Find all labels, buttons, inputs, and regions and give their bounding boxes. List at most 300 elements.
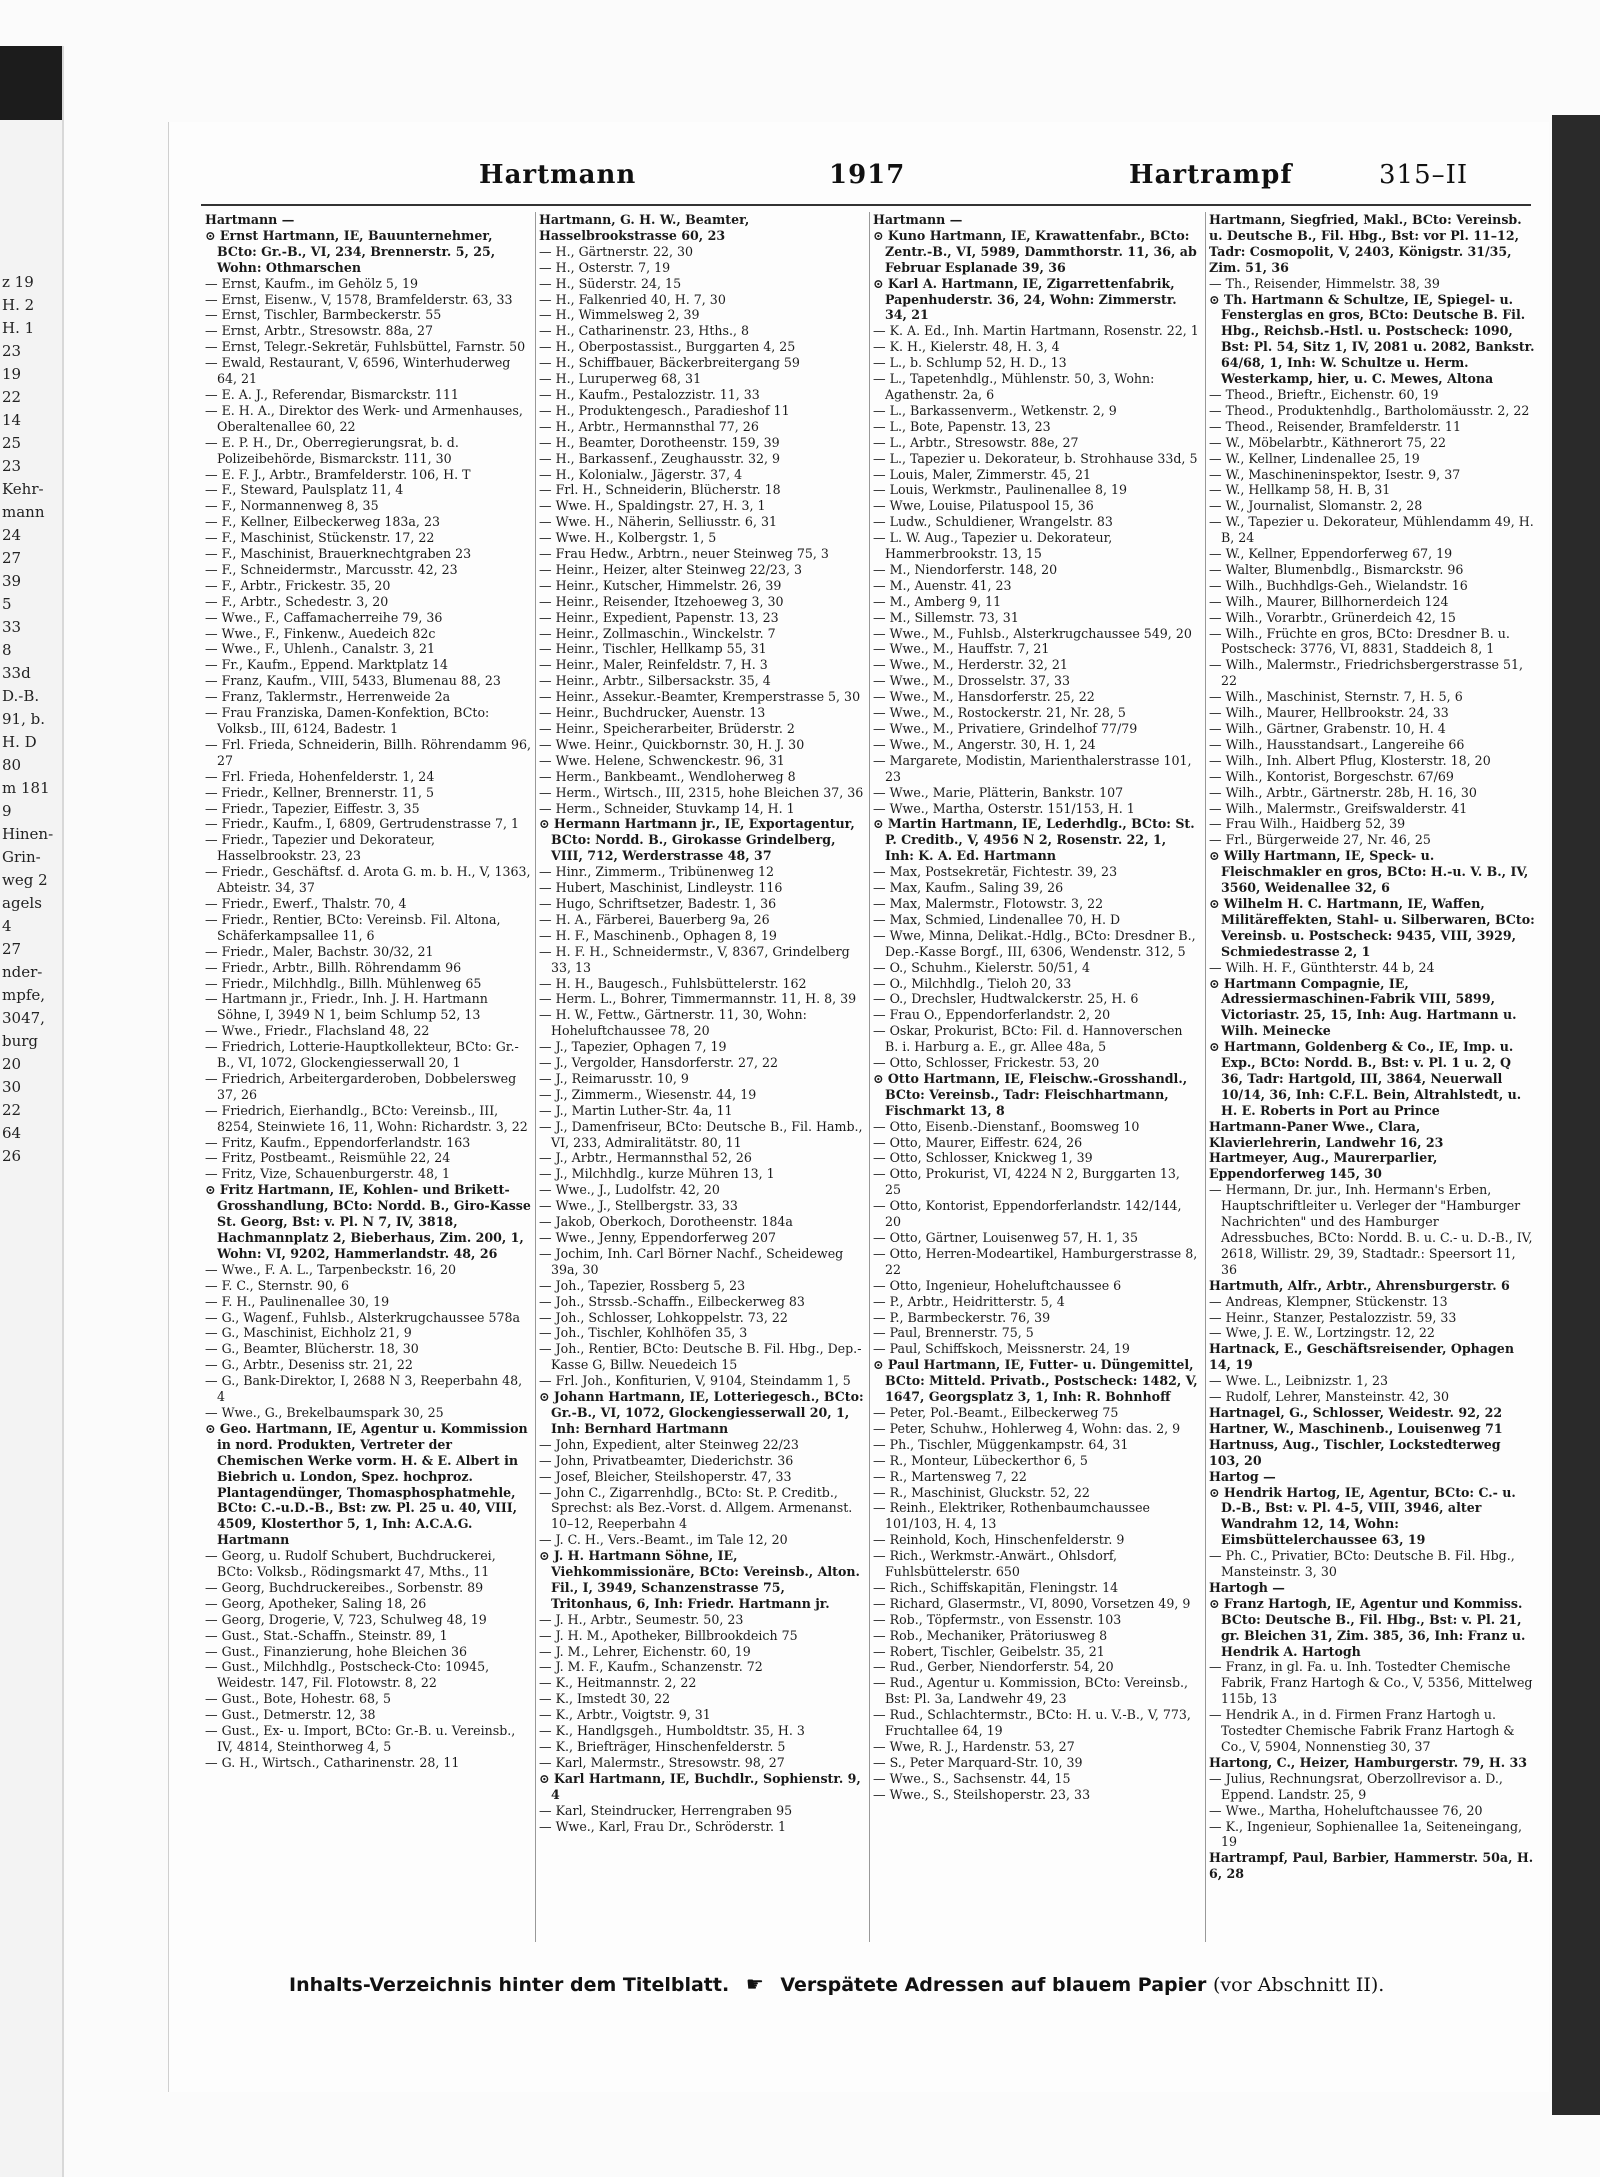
directory-entry: — L., Tapezier u. Dekorateur, b. Strohhause 33d, 5 [873,450,1198,466]
directory-entry: — Heinr., Zollmaschin., Winckelstr. 7 [539,625,776,641]
directory-entry: — F., Arbtr., Frickestr. 35, 20 [205,577,391,593]
directory-entry: — Heinr., Stanzer, Pestalozzistr. 59, 33 [1209,1309,1457,1325]
directory-entry: Hartner, W., Maschinenb., Louisenweg 71 [1209,1420,1503,1436]
directory-entry: — Theod., Produktenhdlg., Bartholomäusstr. 2, 22 [1209,402,1530,418]
directory-entry: — W., Möbelarbtr., Käthnerort 75, 22 [1209,434,1447,450]
directory-entry: — J., Damenfriseur, BCto: Deutsche B., Fil. Hamb., VI, 233, Admiralitätstr. 80, 11 [539,1118,863,1150]
directory-entry: — H., Luruperweg 68, 31 [539,371,702,387]
directory-entry: — Wwe, Minna, Delikat.-Hdlg., BCto: Dresdner B., Dep.-Kasse Borgf., III, 6306, Wendenstr. 312, 5 [873,927,1196,959]
directory-entry: — Wwe. L., Leibnizstr. 1, 23 [1209,1373,1389,1389]
directory-entry: — Frau Hedw., Arbtrn., neuer Steinweg 75, 3 [539,546,829,562]
directory-entry: — Wwe., Martha, Hoheluftchaussee 76, 20 [1209,1802,1483,1818]
margin-fragment: 8 [2,641,12,659]
directory-entry: — Max, Postsekretär, Fichtestr. 39, 23 [873,864,1118,880]
directory-entry: — E. A. J., Referendar, Bismarckstr. 111 [205,386,459,402]
margin-fragment: 30 [2,1078,22,1096]
margin-fragment: 19 [2,365,22,383]
directory-entry: — F., Maschinist, Brauerknechtgraben 23 [205,546,472,562]
directory-entry: — Max, Schmied, Lindenallee 70, H. D [873,911,1121,927]
directory-entry: ⊙ J. H. Hartmann Söhne, IE, Viehkommissionäre, BCto: Vereinsb., Alton. Fil., I, 3949, Schanzenstrasse 75, Tritonhaus, 6, Inh: Friedr. Hartmann jr. [539,1548,860,1611]
directory-entry: — J. H., Arbtr., Seumestr. 50, 23 [539,1611,744,1627]
pointing-hand-icon: ☛ [745,1972,764,1996]
directory-entry: — Josef, Bleicher, Steilshoperstr. 47, 33 [539,1468,792,1484]
directory-entry: ⊙ Hartmann Compagnie, IE, Adressiermaschinen-Fabrik VIII, 5899, Victoriastr. 25, 15, Inh: Aug. Hartmann u. Wilh. Meinecke [1209,975,1517,1039]
directory-entry: — M., Niendorferstr. 148, 20 [873,561,1058,577]
margin-fragment: mpfe, [2,986,46,1004]
directory-entry: — Andreas, Klempner, Stückenstr. 13 [1209,1293,1448,1309]
directory-entry: — F., Maschinist, Stückenstr. 17, 22 [205,530,435,546]
directory-entry: — H., Wimmelsweg 2, 39 [539,307,700,323]
directory-entry: — Wilh. H. F., Günthterstr. 44 b, 24 [1209,959,1435,975]
margin-fragment: m 181 [2,779,50,797]
directory-entry: — Wilh., Maschinist, Sternstr. 7, H. 5, 6 [1209,689,1463,705]
directory-entry: — Otto, Herren-Modeartikel, Hamburgerstrasse 8, 22 [873,1245,1198,1277]
directory-entry: — H. A., Färberei, Bauerberg 9a, 26 [539,911,770,927]
directory-entry: — P., Barmbeckerstr. 76, 39 [873,1309,1051,1325]
directory-entry: — Margarete, Modistin, Marienthalerstrasse 101, 23 [873,752,1192,784]
directory-entry: — H., Oberpostassist., Burggarten 4, 25 [539,339,796,355]
column-divider [1205,212,1206,1942]
directory-entry: — K., Arbtr., Voigtstr. 9, 31 [539,1707,711,1723]
directory-entry: — Walter, Blumenbdlg., Bismarckstr. 96 [1209,561,1464,577]
margin-fragment: 33 [2,618,22,636]
directory-entry: Hartmann, Siegfried, Makl., BCto: Vereinsb. u. Deutsche B., Fil. Hbg., Bst: vor Pl. 11–12, Tadr: Cosmopolit, V, 2403, Königstr. 31/35, Zim. 51, 36 [1209,212,1522,275]
directory-entry: ⊙ Franz Hartogh, IE, Agentur und Kommiss. BCto: Deutsche B., Fil. Hbg., Bst: v. Pl. 21, gr. Bleichen 31, Zim. 385, 36, Inh: Franz u. Hendrik A. Hartogh [1209,1595,1526,1659]
directory-entry: — E. P. H., Dr., Oberregierungsrat, b. d. Polizeibehörde, Bismarckstr. 111, 30 [205,434,459,466]
directory-entry: — Max, Malermstr., Flotowstr. 3, 22 [873,895,1104,911]
directory-entry: — Wwe, J. E. W., Lortzingstr. 12, 22 [1209,1325,1435,1341]
directory-entry: — Gust., Stat.-Schaffn., Steinstr. 89, 1 [205,1627,448,1643]
directory-entry: — Heinr., Maler, Reinfeldstr. 7, H. 3 [539,657,768,673]
directory-entry: ⊙ Karl A. Hartmann, IE, Zigarrettenfabrik, Papenhuderstr. 36, 24, Wohn: Zimmerstr. 34, 21 [873,275,1177,323]
margin-fragment: 39 [2,572,22,590]
directory-entry: — Joh., Rentier, BCto: Deutsche B. Fil. Hbg., Dep.-Kasse G, Billw. Neuedeich 15 [539,1341,862,1373]
directory-entry: — R., Maschinist, Gluckstr. 52, 22 [873,1484,1090,1500]
directory-entry: — Otto, Eisenb.-Dienstanf., Boomsweg 10 [873,1118,1140,1134]
directory-entry: — F., Normannenweg 8, 35 [205,498,379,514]
directory-entry: — Wwe. Heinr., Quickbornstr. 30, H. J. 30 [539,736,805,752]
directory-entry: — M., Auenstr. 41, 23 [873,577,1012,593]
directory-entry: — Fr., Kaufm., Eppend. Marktplatz 14 [205,657,449,673]
directory-entry: — R., Monteur, Lübeckerthor 6, 5 [873,1452,1088,1468]
directory-entry: — Wwe., F. A. L., Tarpenbeckstr. 16, 20 [205,1261,457,1277]
column-1 [205,212,531,1942]
directory-entry: — F., Steward, Paulsplatz 11, 4 [205,482,404,498]
directory-entry: — H., Gärtnerstr. 22, 30 [539,243,694,259]
directory-entry: — Wwe., M., Privatiere, Grindelhof 77/79 [873,721,1138,736]
directory-entry: ⊙ Otto Hartmann, IE, Fleischw.-Grosshandl., BCto: Vereinsb., Tadr: Fleischhartmann, Fischmarkt 13, 8 [873,1070,1188,1118]
directory-entry: — Ernst, Telegr.-Sekretär, Fuhlsbüttel, Farnstr. 50 [205,339,526,355]
margin-fragment: Hinen- [2,825,54,843]
directory-entry: — Ewald, Restaurant, V, 6596, Winterhuderweg 64, 21 [205,355,511,387]
directory-entry: — Hubert, Maschinist, Lindleystr. 116 [539,880,783,896]
directory-entry: — Wilh., Buchhdlgs-Geh., Wielandstr. 16 [1209,577,1468,593]
directory-entry: — Wwe., M., Herderstr. 32, 21 [873,657,1068,673]
directory-entry: — John, Privatbeamter, Diederichstr. 36 [539,1452,794,1468]
directory-entry: — Hermann, Dr. jur., Inh. Hermann's Erben, Hauptschriftleiter u. Verleger der "Hamburger Nachrichten" und des Hamburger Adressbuches, BCto: Nordd. B. u. C.- u. D.-B., IV, 2618, Willistr. 29, 39, Stadtadr.: Speersort 11, 36 [1209,1182,1533,1277]
directory-entry: — K., Ingenieur, Sophienallee 1a, Seiteneingang, 19 [1209,1818,1523,1850]
directory-entry: — L., Tapetenhdlg., Mühlenstr. 50, 3, Wohn: Agathenstr. 2a, 6 [873,371,1155,402]
directory-entry: Hartmann — [873,212,963,227]
directory-entry: — J., Milchhdlg., kurze Mühren 13, 1 [539,1166,775,1182]
directory-entry: — J., Tapezier, Ophagen 7, 19 [539,1039,727,1055]
directory-entry: — Wwe., M., Hansdorferstr. 25, 22 [873,689,1095,705]
directory-entry: ⊙ Hartmann, Goldenberg & Co., IE, Imp. u. Exp., BCto: Nordd. B., Bst: v. Pl. 1 u. 2, Q 36, Tadr: Hartgold, III, 3864, Neuerwall 10/14, 36, Inh: C.F.L. Bein, Altrahlstedt, u. H. E. Roberts in Port au Prince [1209,1039,1522,1118]
directory-entry: — Otto, Schlosser, Frickestr. 53, 20 [873,1055,1100,1071]
margin-fragment: 3047, [2,1009,45,1027]
directory-entry: ⊙ Hermann Hartmann jr., IE, Exportagentur, BCto: Nordd. B., Girokasse Grindelberg, VIII, 712, Werderstrasse 48, 37 [539,816,855,864]
directory-entry: ⊙ Wilhelm H. C. Hartmann, IE, Waffen, Militäreffekten, Stahl- u. Silberwaren, BCto: Vereinsb. u. Postscheck: 9435, VIII, 3929, Schmiedestrasse 2, 1 [1209,895,1535,959]
directory-entry: ⊙ Paul Hartmann, IE, Futter- u. Düngemittel, BCto: Mitteld. Privatb., Postscheck: 1482, V, 1647, Georgsplatz 3, 1, Inh: R. Bohnhoff [873,1357,1198,1405]
directory-entry: Hartog — [1209,1468,1276,1484]
page-footer [289,1972,1489,2002]
column-3 [873,212,1199,1942]
directory-entry: — Gust., Finanzierung, hohe Bleichen 36 [205,1643,468,1659]
directory-entry: — E. H. A., Direktor des Werk- und Armenhauses, Oberaltenallee 60, 22 [205,402,523,434]
directory-entry: Hartrampf, Paul, Barbier, Hammerstr. 50a, H. 6, 28 [1209,1850,1534,1882]
directory-entry: — Theod., Brieftr., Eichenstr. 60, 19 [1209,386,1439,402]
directory-entry: Hartnagel, G., Schlosser, Weidestr. 92, 22 [1209,1404,1503,1420]
directory-entry: — Oskar, Prokurist, BCto: Fil. d. Hannoverschen B. i. Harburg a. E., gr. Allee 48a, 5 [873,1023,1183,1055]
column-2 [539,212,865,1942]
directory-entry: — J., Arbtr., Hermannsthal 52, 26 [539,1150,752,1166]
directory-entry: ⊙ Geo. Hartmann, IE, Agentur u. Kommission in nord. Produkten, Vertreter der Chemischen Werke vorm. H. & E. Albert in Biebrich u. London, Spez. hochproz. Plantagendünger, Thomasphosphatmehle, BCto: C.-u.D.-B., Bst: zw. Pl. 25 u. 40, VIII, 4509, Klosterthor 5, 1, Inh: A.C.A.G. Hartmann [205,1420,528,1548]
directory-entry: — Friedr., Kellner, Brennerstr. 11, 5 [205,784,434,800]
directory-entry: — Franz, in gl. Fa. u. Inh. Tostedter Chemische Fabrik, Franz Hartogh & Co., V, 5356, Mittelweg 115b, 13 [1209,1659,1533,1707]
directory-entry: — Wwe. Helene, Schwenckestr. 96, 31 [539,752,785,768]
directory-entry: — Wilh., Kontorist, Borgeschstr. 67/69 [1209,768,1454,784]
directory-entry: — G., Bank-Direktor, I, 2688 N 3, Reeperbahn 48, 4 [205,1373,523,1405]
directory-entry: Hartmann — [205,212,295,227]
directory-entry: — Franz, Kaufm., VIII, 5433, Blumenau 88, 23 [205,673,501,689]
directory-entry: — F. C., Sternstr. 90, 6 [205,1277,350,1293]
directory-entry: — Friedr., Kaufm., I, 6809, Gertrudenstrasse 7, 1 [205,816,520,832]
directory-entry: — P., Arbtr., Heidritterstr. 5, 4 [873,1293,1065,1309]
directory-entry: — L., Bote, Papenstr. 13, 23 [873,418,1051,434]
directory-entry: — Friedr., Arbtr., Billh. Röhrendamm 96 [205,959,462,975]
margin-fragment: Grin- [2,848,41,866]
directory-entry: — John C., Zigarrenhdlg., BCto: St. P. Creditb., Sprechst: als Bez.-Vorst. d. Allgem. Armenanst. 10–12, Reeperbahn 4 [539,1484,853,1532]
directory-entry: — G., Wagenf., Fuhlsb., Alsterkrugchaussee 578a [205,1309,521,1325]
directory-entry: Hartmeyer, Aug., Maurerparlier, Eppendorferweg 145, 30 [1209,1150,1438,1182]
directory-entry: — Otto, Ingenieur, Hoheluftchaussee 6 [873,1277,1122,1293]
margin-fragment: agels [2,894,42,912]
directory-entry: — Heinr., Arbtr., Silbersackstr. 35, 4 [539,673,771,689]
directory-entry: ⊙ Johann Hartmann, IE, Lotteriegesch., BCto: Gr.-B., VI, 1072, Glockengiesserwall 20, 1, Inh: Bernhard Hartmann [539,1389,864,1436]
directory-entry: — Wwe., F., Uhlenh., Canalstr. 3, 21 [205,641,436,657]
directory-entry: — Richard, Glasermstr., VI, 8090, Vorsetzen 49, 9 [873,1595,1191,1611]
directory-entry: — O., Milchhdlg., Tieloh 20, 33 [873,975,1072,991]
directory-entry: — Otto, Prokurist, VI, 4224 N 2, Burggarten 13, 25 [873,1166,1180,1198]
directory-entry: ⊙ Hendrik Hartog, IE, Agentur, BCto: C.- u. D.-B., Bst: v. Pl. 4–5, VIII, 3946, alter Wandrahm 12, 14, Wohn: Eimsbüttelerchaussee 63, 19 [1209,1484,1516,1548]
directory-entry: — Wwe., M., Hauffstr. 7, 21 [873,641,1050,657]
directory-entry: — F., Kellner, Eilbeckerweg 183a, 23 [205,514,440,530]
margin-fragment: 5 [2,595,12,613]
directory-entry: — W., Kellner, Lindenallee 25, 19 [1209,450,1420,466]
footer-section-ref: (vor Abschnitt II). [1213,1974,1385,1996]
directory-entry: — Wwe., M., Rostockerstr. 21, Nr. 28, 5 [873,705,1126,721]
directory-entry: — Wwe., Friedr., Flachsland 48, 22 [205,1023,430,1039]
margin-fragment: z 19 [2,273,34,291]
directory-entry: — Georg, Buchdruckereibes., Sorbenstr. 89 [205,1579,484,1595]
directory-entry: — Georg, Apotheker, Saling 18, 26 [205,1595,427,1611]
directory-entry: — Gust., Bote, Hohestr. 68, 5 [205,1691,391,1707]
directory-entry: — Reinhold, Koch, Hinschenfelderstr. 9 [873,1532,1125,1548]
directory-entry: — Friedrich, Eierhandlg., BCto: Vereinsb., III, 8254, Steinwiete 16, 11, Wohn: Richardstr. 3, 22 [205,1102,528,1134]
directory-entry: — Wwe., J., Stellbergstr. 33, 33 [539,1198,738,1214]
directory-entry: — Wwe., M., Drosselstr. 37, 33 [873,673,1071,689]
directory-entry: — Georg, Drogerie, V, 723, Schulweg 48, 19 [205,1611,487,1627]
directory-entry: — Paul, Brennerstr. 75, 5 [873,1325,1034,1341]
directory-entry: ⊙ Martin Hartmann, IE, Lederhdlg., BCto: St. P. Creditb., V, 4956 N 2, Rosenstr. 22, 1, Inh: K. A. Ed. Hartmann [873,816,1195,864]
directory-entry: — Wwe., S., Sachsenstr. 44, 15 [873,1770,1071,1786]
directory-entry: — Fritz, Vize, Schauenburgerstr. 48, 1 [205,1166,450,1182]
directory-entry: — F. H., Paulinenallee 30, 19 [205,1293,390,1309]
directory-entry: — Wwe, R. J., Hardenstr. 53, 27 [873,1739,1075,1754]
directory-entry: — Rich., Schiffskapitän, Fleningstr. 14 [873,1579,1119,1595]
directory-entry: — L., b. Schlump 52, H. D., 13 [873,355,1067,371]
margin-fragment: 27 [2,940,22,958]
directory-entry: — J. M., Lehrer, Eichenstr. 60, 19 [539,1643,751,1659]
directory-entry: — Hinr., Zimmerm., Tribünenweg 12 [539,864,775,880]
directory-entry: — O., Drechsler, Hudtwalckerstr. 25, H. 6 [873,991,1139,1007]
margin-fragment: 25 [2,434,22,452]
directory-entry: — Rob., Töpfermstr., von Essenstr. 103 [873,1611,1122,1627]
directory-entry: — Friedrich, Arbeitergarderoben, Dobbelersweg 37, 26 [205,1070,517,1102]
directory-entry: — Robert, Tischler, Geibelstr. 35, 21 [873,1643,1105,1659]
directory-entry: — K. A. Ed., Inh. Martin Hartmann, Rosenstr. 22, 1 [873,323,1199,339]
margin-fragment: 22 [2,388,22,406]
directory-entry: Hartogh — [1209,1579,1285,1595]
directory-entry: — Joh., Strssb.-Schaffn., Eilbeckerweg 83 [539,1293,805,1309]
directory-entry: — Otto, Gärtner, Louisenweg 57, H. 1, 35 [873,1230,1138,1245]
directory-entry: — H., Schiffbauer, Bäckerbreitergang 59 [539,355,800,371]
directory-entry: — Paul, Schiffskoch, Meissnerstr. 24, 19 [873,1341,1130,1357]
directory-entry: — J., Martin Luther-Str. 4a, 11 [539,1102,733,1118]
directory-entry: — Wwe. H., Näherin, Selliusstr. 6, 31 [539,514,777,530]
directory-entry: — Wilh., Malermstr., Friedrichsbergerstrasse 51, 22 [1209,657,1524,689]
margin-fragment: burg [2,1032,39,1050]
directory-entry: — Otto, Kontorist, Eppendorferlandstr. 142/144, 20 [873,1198,1182,1230]
directory-entry: — Jochim, Inh. Carl Börner Nachf., Scheideweg 39a, 30 [539,1245,844,1277]
directory-entry: — H., Kaufm., Pestalozzistr. 11, 33 [539,386,760,402]
directory-entry: — L. W. Aug., Tapezier u. Dekorateur, Hammerbrookstr. 13, 15 [873,530,1113,562]
directory-entry: — Wwe., F., Finkenw., Auedeich 82c [205,625,436,641]
directory-entry: Hartnack, E., Geschäftsreisender, Ophagen 14, 19 [1209,1341,1514,1373]
directory-entry: — Karl, Steindrucker, Herrengraben 95 [539,1802,793,1818]
directory-entry: — F., Arbtr., Schedestr. 3, 20 [205,593,389,609]
directory-entry: — Friedrich, Lotterie-Hauptkollekteur, BCto: Gr.-B., VI, 1072, Glockengiesserwall 20, 1 [205,1039,519,1071]
margin-fragment: 22 [2,1101,22,1119]
directory-entry: — Wwe., S., Steilshoperstr. 23, 33 [873,1786,1091,1802]
directory-entry: — Frl., Bürgerweide 27, Nr. 46, 25 [1209,832,1431,848]
directory-entry: — Rich., Werkmstr.-Anwärt., Ohlsdorf, Fuhlsbüttelerstr. 650 [873,1548,1118,1580]
directory-entry: — H., Osterstr. 7, 19 [539,259,671,275]
directory-entry: — Wwe. H., Spaldingstr. 27, H. 3, 1 [539,498,766,514]
directory-entry: — Peter, Schuhw., Hohlerweg 4, Wohn: das. 2, 9 [873,1420,1181,1436]
directory-entry: — Herm., Schneider, Stuvkamp 14, H. 1 [539,800,795,816]
directory-entry: — O., Schuhm., Kielerstr. 50/51, 4 [873,959,1091,975]
directory-entry: — Wwe., Karl, Frau Dr., Schröderstr. 1 [539,1818,786,1834]
directory-entry: — Hugo, Schriftsetzer, Badestr. 1, 36 [539,895,777,911]
directory-entry: — H., Catharinenstr. 23, Hths., 8 [539,323,749,339]
directory-entry: — H. F. H., Schneidermstr., V, 8367, Grindelberg 33, 13 [539,943,850,975]
directory-entry: — Gust., Ex- u. Import, BCto: Gr.-B. u. Vereinsb., IV, 4814, Steinthorweg 4, 5 [205,1723,516,1754]
page-header [169,160,1549,200]
directory-entry: — Friedr., Milchhdlg., Billh. Mühlenweg 65 [205,975,482,991]
margin-fragment: 23 [2,342,22,360]
directory-entry: — Wilh., Hausstandsart., Langereihe 66 [1209,736,1465,752]
margin-fragment: mann [2,503,45,521]
directory-entry: — H. F., Maschinenb., Ophagen 8, 19 [539,927,777,943]
margin-fragment: 9 [2,802,12,820]
directory-entry: — Ernst, Eisenw., V, 1578, Bramfelderstr. 63, 33 [205,291,513,307]
directory-entry: — W., Maschineninspektor, Isestr. 9, 37 [1209,466,1461,482]
directory-entry: — W., Tapezier u. Dekorateur, Mühlendamm 49, H. B, 24 [1209,514,1534,546]
directory-entry: ⊙ Ernst Hartmann, IE, Bauunternehmer, BCto: Gr.-B., VI, 234, Brennerstr. 5, 25, Wohn: Othmarschen [205,227,496,275]
directory-entry: — J., Vergolder, Hansdorferstr. 27, 22 [539,1055,779,1071]
directory-entry: — Wwe., F., Caffamacherreihe 79, 36 [205,609,443,625]
directory-entry: — Otto, Maurer, Eiffestr. 624, 26 [873,1134,1083,1150]
directory-entry: — Frau Franziska, Damen-Konfektion, BCto: Volksb., III, 6124, Badestr. 1 [205,705,490,736]
directory-entry: — Rudolf, Lehrer, Mansteinstr. 42, 30 [1209,1389,1449,1405]
directory-entry: — Wwe, Louise, Pilatuspool 15, 36 [873,498,1094,514]
directory-entry: — G. H., Wirtsch., Catharinenstr. 28, 11 [205,1754,460,1770]
header-last-name: Hartrampf [1129,160,1293,190]
directory-entry: — Wilh., Inh. Albert Pflug, Klosterstr. 18, 20 [1209,752,1491,768]
margin-fragment: H. 1 [2,319,35,337]
footer-index-note: Inhalts-Verzeichnis hinter dem Titelblatt. [289,1974,730,1996]
directory-entry: — Wilh., Maurer, Hellbrookstr. 24, 33 [1209,705,1449,721]
directory-entry: — Heinr., Heizer, alter Steinweg 22/23, 3 [539,561,802,577]
directory-entry: — G., Beamter, Blücherstr. 18, 30 [205,1341,419,1357]
directory-entry: — Friedr., Rentier, BCto: Vereinsb. Fil. Altona, Schäferkampsallee 11, 6 [205,911,501,943]
directory-entry: — Ph. C., Privatier, BCto: Deutsche B. Fil. Hbg., Mansteinstr. 3, 30 [1209,1548,1515,1580]
column-divider [535,212,536,1942]
directory-entry: — Wilh., Früchte en gros, BCto: Dresdner B. u. Postscheck: 3776, VI, 8831, Staddeich 8, 1 [1209,625,1510,657]
directory-entry: Hartmann, G. H. W., Beamter, Hasselbrookstrasse 60, 23 [539,212,750,243]
directory-entry: — Joh., Tapezier, Rossberg 5, 23 [539,1277,746,1293]
margin-fragment: 91, b. [2,710,45,728]
directory-entry: — Wwe., G., Brekelbaumspark 30, 25 [205,1404,444,1420]
margin-fragment: 4 [2,917,12,935]
margin-fragment: H. D [2,733,37,751]
directory-entry: — K., Imstedt 30, 22 [539,1691,671,1707]
column-4 [1209,212,1535,1942]
directory-entry: Hartong, C., Heizer, Hamburgerstr. 79, H. 33 [1209,1754,1528,1770]
scan-border [1552,115,1600,2115]
directory-entry: — Herm. L., Bohrer, Timmermannstr. 11, H. 8, 39 [539,991,857,1007]
directory-entry: — Otto, Schlosser, Knickweg 1, 39 [873,1150,1093,1166]
directory-entry: — Wwe., M., Angerstr. 30, H. 1, 24 [873,736,1096,752]
directory-entry: — Herm., Wirtsch., III, 2315, hohe Bleichen 37, 36 [539,784,864,800]
directory-entry: — Fritz, Kaufm., Eppendorferlandstr. 163 [205,1134,471,1150]
directory-entry: — Th., Reisender, Himmelstr. 38, 39 [1209,275,1440,291]
header-year: 1917 [829,160,906,190]
directory-entry: — Wilh., Maurer, Billhornerdeich 124 [1209,593,1449,609]
directory-entry: — Joh., Tischler, Kohlhöfen 35, 3 [539,1325,748,1341]
margin-fragment: weg 2 [2,871,48,889]
directory-entry: — K., Heitmannstr. 2, 22 [539,1675,697,1691]
directory-entry: — Wwe., M., Fuhlsb., Alsterkrugchaussee 549, 20 [873,625,1192,641]
directory-entry: — H., Falkenried 40, H. 7, 30 [539,291,726,307]
directory-entry: — Frau O., Eppendorferlandstr. 2, 20 [873,1007,1111,1023]
directory-entry: — Heinr., Speicherarbeiter, Brüderstr. 2 [539,721,795,736]
directory-entry: — Wilh., Gärtner, Grabenstr. 10, H. 4 [1209,721,1446,736]
directory-entry: — Friedr., Ewerf., Thalstr. 70, 4 [205,895,407,911]
directory-entry: — W., Kellner, Eppendorferweg 67, 19 [1209,546,1453,562]
directory-entry: — H., Süderstr. 24, 15 [539,275,682,291]
directory-entry: — Rud., Agentur u. Kommission, BCto: Vereinsb., Bst: Pl. 3a, Landwehr 49, 23 [873,1675,1189,1707]
directory-entry: — Jakob, Oberkoch, Dorotheenstr. 184a [539,1214,793,1230]
directory-entry: — Friedr., Geschäftsf. d. Arota G. m. b. H., V, 1363, Abteistr. 34, 37 [205,864,531,896]
directory-entry: — Wwe., J., Ludolfstr. 42, 20 [539,1182,720,1198]
binding-shadow [0,46,62,120]
directory-entry: — John, Expedient, alter Steinweg 22/23 [539,1436,799,1452]
directory-entry: — L., Barkassenverm., Wetkenstr. 2, 9 [873,402,1117,418]
header-first-name: Hartmann [479,160,637,190]
directory-entry: — H., Barkassenf., Zeughausstr. 32, 9 [539,450,781,466]
directory-entry: — Ernst, Kaufm., im Gehölz 5, 19 [205,275,418,291]
directory-entry: — Heinr., Reisender, Itzehoeweg 3, 30 [539,593,784,609]
directory-entry: — Heinr., Tischler, Hellkamp 55, 31 [539,641,767,657]
directory-entry: — H., Kolonialw., Jägerstr. 37, 4 [539,466,743,482]
directory-entry: — G., Arbtr., Deseniss str. 21, 22 [205,1357,413,1373]
directory-entry: — Heinr., Buchdrucker, Auenstr. 13 [539,705,766,721]
page-number: 315–II [1379,160,1469,190]
directory-entry: — J. M. F., Kaufm., Schanzenstr. 72 [539,1659,763,1675]
directory-entry: — Frl. Frieda, Schneiderin, Billh. Röhrendamm 96, 27 [205,736,531,768]
directory-entry: — Hendrik A., in d. Firmen Franz Hartogh u. Tostedter Chemische Fabrik Franz Hartogh & Co., V, 5904, Nonnenstieg 30, 37 [1209,1707,1515,1754]
directory-entry: — Heinr., Expedient, Papenstr. 13, 23 [539,609,779,625]
directory-entry: — Karl, Malermstr., Stresowstr. 98, 27 [539,1754,785,1770]
directory-entry: — J., Reimarusstr. 10, 9 [539,1070,689,1086]
directory-entry: Hartmann-Paner Wwe., Clara, Klavierlehrerin, Landwehr 16, 23 [1209,1118,1444,1150]
margin-fragment: 20 [2,1055,22,1073]
margin-fragments [2,271,53,1168]
directory-entry: — K., Handlgsgeh., Humboldtstr. 35, H. 3 [539,1723,805,1739]
directory-entry: — Frl. H., Schneiderin, Blücherstr. 18 [539,482,781,498]
directory-entry: — M., Sillemstr. 73, 31 [873,609,1019,625]
directory-entry: — J. C. H., Vers.-Beamt., im Tale 12, 20 [539,1532,788,1548]
directory-entry: — Peter, Pol.-Beamt., Eilbeckerweg 75 [873,1404,1119,1420]
column-divider [869,212,870,1942]
directory-entry: — Ernst, Arbtr., Stresowstr. 88a, 27 [205,323,434,339]
margin-fragment: nder- [2,963,43,981]
directory-entry: — Frau Wilh., Haidberg 52, 39 [1209,816,1406,832]
directory-entry: — E. F. J., Arbtr., Bramfelderstr. 106, H. T [205,466,471,482]
directory-entry: — Wwe., Marie, Plätterin, Bankstr. 107 [873,784,1124,800]
margin-fragment: 64 [2,1124,22,1142]
directory-entry: — W., Hellkamp 58, H. B, 31 [1209,482,1391,498]
margin-fragment: 27 [2,549,22,567]
directory-entry: — Heinr., Assekur.-Beamter, Kremperstrasse 5, 30 [539,689,861,705]
directory-entry: — F., Schneidermstr., Marcusstr. 42, 23 [205,561,458,577]
margin-fragment: 24 [2,526,22,544]
margin-fragment: H. 2 [2,296,35,314]
directory-entry: — Franz, Taklermstr., Herrenweide 2a [205,689,451,705]
directory-entry: ⊙ Fritz Hartmann, IE, Kohlen- und Brikett-Grosshandlung, BCto: Nordd. B., Giro-Kasse St. Georg, Bst: v. Pl. N 7, IV, 3818, Hachmannplatz 2, Bieberhaus, Zim. 200, 1, Wohn: VI, 9202, Hammerlandstr. 48, 26 [205,1182,531,1261]
directory-entry: — Joh., Schlosser, Lohkoppelstr. 73, 22 [539,1309,788,1325]
directory-entry: — H., Arbtr., Hermannsthal 77, 26 [539,418,759,434]
directory-entry: — J. H. M., Apotheker, Billbrookdeich 75 [539,1627,798,1643]
directory-entry: — Wwe., Martha, Osterstr. 151/153, H. 1 [873,800,1135,816]
directory-entry: — Theod., Reisender, Bramfelderstr. 11 [1209,418,1461,434]
directory-entry: — Gust., Milchhdlg., Postscheck-Cto: 10945, Weidestr. 147, Fil. Flotowstr. 8, 22 [205,1659,490,1691]
directory-entry: — S., Peter Marquard-Str. 10, 39 [873,1754,1083,1770]
footer-late-addresses: Verspätete Adressen auf blauem Papier [780,1974,1207,1996]
directory-entry: — Wwe., Jenny, Eppendorferweg 207 [539,1230,776,1245]
